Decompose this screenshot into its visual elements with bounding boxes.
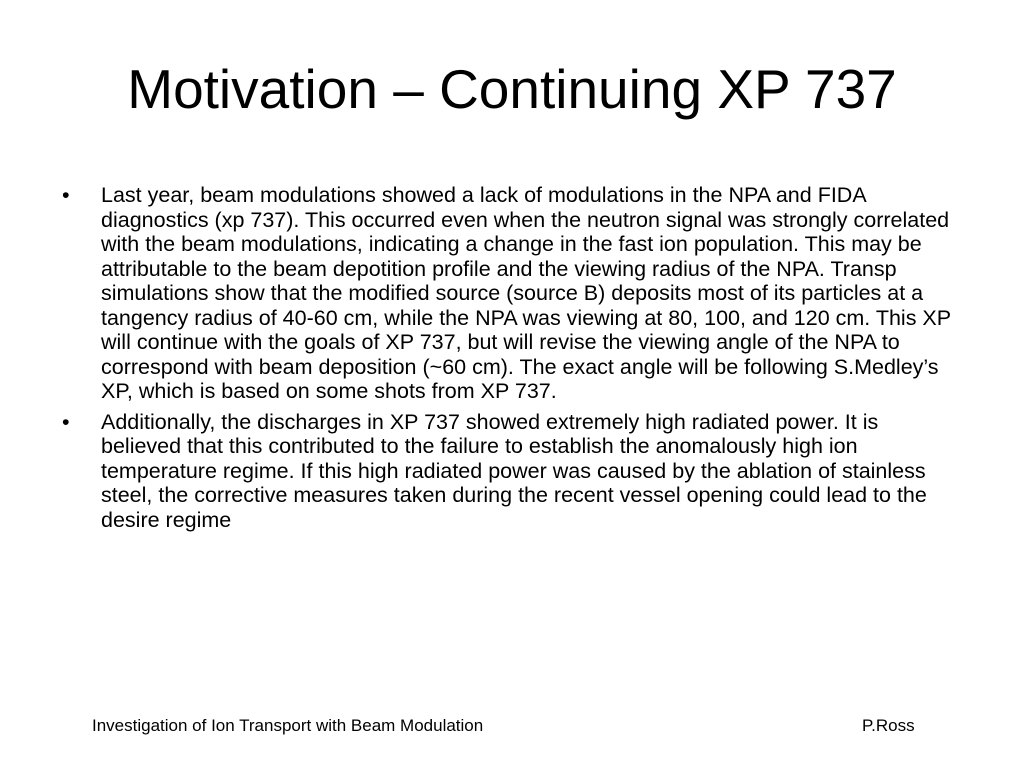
bullet-marker: • [62,183,70,207]
bullet-text: Last year, beam modulations showed a lack of modulations in the NPA and FIDA diagnostics (xp 737). This occurred even when the neutron signal was strongly correlated with the beam modulations, indicating a change in the fast ion population. This may be attributable to the beam depotition profile and the viewing radius of the NPA. Transp simulations show that the modified source (source B) deposits most of its particles at a tangency radius of 40-60 cm, while the NPA was viewing at 80, 100, and 120 cm. This XP will continue with the goals of XP 737, but will revise the viewing angle of the NPA to correspond with beam deposition (~60 cm). The exact angle will be following S.Medley’s XP, which is based on some shots from XP 737. [101,183,951,403]
bullet-item [62,183,962,404]
footer-presentation-title: Investigation of Ion Transport with Beam Modulation [92,716,484,735]
bullet-item [62,410,962,533]
slide-title: Motivation – Continuing XP 737 [127,58,897,120]
bullet-marker: • [62,409,70,434]
footer-author: P.Ross [862,716,915,735]
bullet-text: Additionally, the discharges in XP 737 showed extremely high radiated power. It is believed that this contributed to the failure to establish the anomalously high ion temperature regime. If this high radiated power was caused by the ablation of stainless steel, the corrective measures taken during the recent vessel opening could lead to the desire regime [101,409,927,532]
bullet-list [62,183,962,538]
